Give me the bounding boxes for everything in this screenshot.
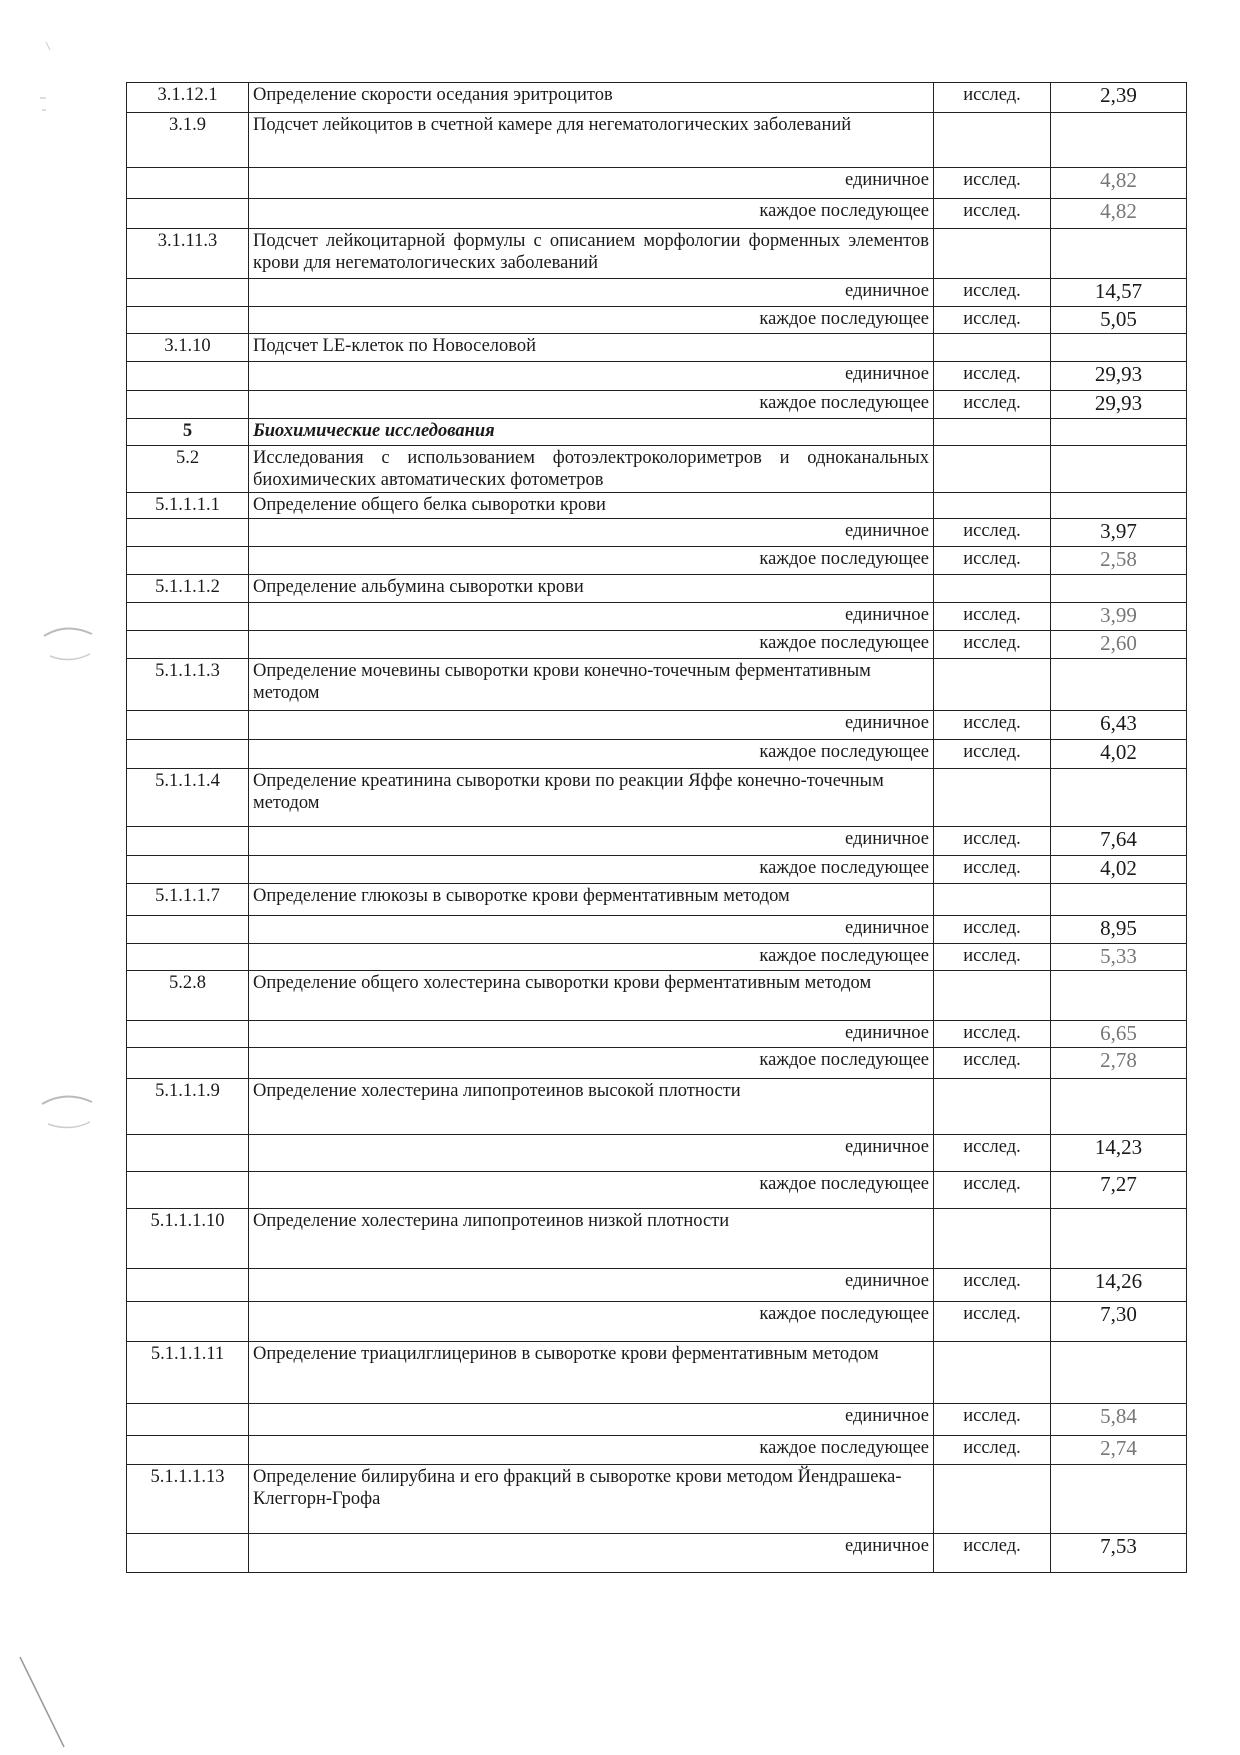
unit-cell: исслед.	[934, 362, 1051, 391]
price-value: 5,84	[1051, 1404, 1187, 1436]
price-value	[1051, 229, 1187, 279]
unit-cell: исслед.	[934, 199, 1051, 229]
price-variant-label: единичное	[249, 362, 934, 391]
price-variant-label: единичное	[249, 1135, 934, 1172]
service-name: Определение холестерина липопротеинов низкой плотности	[249, 1209, 934, 1269]
service-code-cell	[127, 1436, 249, 1465]
service-name: Определение холестерина липопротеинов высокой плотности	[249, 1079, 934, 1135]
price-variant-label: каждое последующее	[249, 1302, 934, 1342]
unit-cell	[934, 659, 1051, 711]
price-subrow	[127, 1436, 1187, 1465]
unit-cell: исслед.	[934, 1048, 1051, 1079]
price-value: 3,97	[1051, 519, 1187, 547]
price-variant-label: единичное	[249, 279, 934, 307]
price-value: 2,39	[1051, 83, 1187, 113]
unit-cell: исслед.	[934, 279, 1051, 307]
service-name: Определение скорости оседания эритроцитов	[249, 83, 934, 113]
price-value	[1051, 113, 1187, 168]
service-name: Определение триацилглицеринов в сыворотке крови ферментативным методом	[249, 1342, 934, 1404]
price-value: 2,74	[1051, 1436, 1187, 1465]
service-row	[127, 575, 1187, 603]
service-code-cell	[127, 944, 249, 971]
service-code-cell	[127, 603, 249, 631]
service-code: 5.2.8	[127, 971, 249, 1021]
price-value: 2,58	[1051, 547, 1187, 575]
price-value: 4,82	[1051, 199, 1187, 229]
price-value: 8,95	[1051, 916, 1187, 944]
service-name: Определение билирубина и его фракций в сыворотке крови методом Йендрашека-Клеггорн-Грофа	[249, 1465, 934, 1534]
unit-cell: исслед.	[934, 391, 1051, 419]
scan-speck	[30, 40, 60, 120]
price-subrow	[127, 856, 1187, 884]
price-value: 2,60	[1051, 631, 1187, 659]
unit-cell: исслед.	[934, 603, 1051, 631]
scan-edge-line	[18, 1655, 68, 1750]
price-variant-label: единичное	[249, 1269, 934, 1302]
service-row	[127, 1079, 1187, 1135]
unit-cell: исслед.	[934, 1302, 1051, 1342]
price-variant-label: каждое последующее	[249, 1048, 934, 1079]
service-name: Определение общего холестерина сыворотки крови ферментативным методом	[249, 971, 934, 1021]
price-value	[1051, 659, 1187, 711]
price-subrow	[127, 519, 1187, 547]
price-variant-label: единичное	[249, 711, 934, 740]
price-value: 3,99	[1051, 603, 1187, 631]
service-code-cell	[127, 307, 249, 334]
price-subrow	[127, 1135, 1187, 1172]
price-value	[1051, 575, 1187, 603]
service-code-cell	[127, 631, 249, 659]
price-variant-label: единичное	[249, 603, 934, 631]
service-row	[127, 113, 1187, 168]
price-value	[1051, 971, 1187, 1021]
price-subrow	[127, 307, 1187, 334]
price-subrow	[127, 916, 1187, 944]
price-variant-label: каждое последующее	[249, 944, 934, 971]
price-value	[1051, 493, 1187, 519]
service-code-cell	[127, 391, 249, 419]
service-name: Определение глюкозы в сыворотке крови ферментативным методом	[249, 884, 934, 916]
price-variant-label: каждое последующее	[249, 1436, 934, 1465]
unit-cell: исслед.	[934, 944, 1051, 971]
price-value	[1051, 1465, 1187, 1534]
service-code-cell	[127, 547, 249, 575]
service-name: Подсчет LE-клеток по Новоселовой	[249, 334, 934, 362]
price-variant-label: каждое последующее	[249, 856, 934, 884]
price-value	[1051, 334, 1187, 362]
price-value: 4,02	[1051, 740, 1187, 769]
service-code: 3.1.9	[127, 113, 249, 168]
unit-cell: исслед.	[934, 1135, 1051, 1172]
service-code: 3.1.11.3	[127, 229, 249, 279]
service-code-cell	[127, 519, 249, 547]
service-code: 5.2	[127, 446, 249, 493]
price-subrow	[127, 944, 1187, 971]
price-subrow	[127, 547, 1187, 575]
unit-cell	[934, 113, 1051, 168]
price-value	[1051, 419, 1187, 446]
price-value	[1051, 1209, 1187, 1269]
service-code-cell	[127, 199, 249, 229]
price-subrow	[127, 1172, 1187, 1209]
price-subrow	[127, 827, 1187, 856]
service-code-cell	[127, 1404, 249, 1436]
price-table-body	[127, 83, 1187, 1573]
price-table	[126, 82, 1187, 1573]
price-subrow	[127, 279, 1187, 307]
service-row	[127, 446, 1187, 493]
unit-cell	[934, 229, 1051, 279]
service-code: 5.1.1.1.13	[127, 1465, 249, 1534]
service-row	[127, 83, 1187, 113]
price-value: 4,02	[1051, 856, 1187, 884]
price-subrow	[127, 711, 1187, 740]
unit-cell: исслед.	[934, 711, 1051, 740]
price-value: 7,27	[1051, 1172, 1187, 1209]
service-name: Определение креатинина сыворотки крови по реакции Яффе конечно-точечным методом	[249, 769, 934, 827]
service-code: 5.1.1.1.11	[127, 1342, 249, 1404]
service-code: 5.1.1.1.4	[127, 769, 249, 827]
unit-cell	[934, 446, 1051, 493]
unit-cell	[934, 769, 1051, 827]
price-value: 6,65	[1051, 1021, 1187, 1048]
price-variant-label: каждое последующее	[249, 307, 934, 334]
price-variant-label: единичное	[249, 1404, 934, 1436]
price-subrow	[127, 740, 1187, 769]
price-value: 5,05	[1051, 307, 1187, 334]
price-value: 5,33	[1051, 944, 1187, 971]
service-code: 3.1.10	[127, 334, 249, 362]
service-row	[127, 1209, 1187, 1269]
price-subrow	[127, 1021, 1187, 1048]
service-code-cell	[127, 1534, 249, 1573]
price-value: 14,26	[1051, 1269, 1187, 1302]
price-variant-label: единичное	[249, 1021, 934, 1048]
unit-cell	[934, 971, 1051, 1021]
service-code-cell	[127, 1048, 249, 1079]
punch-hole-mark-top	[40, 620, 100, 670]
price-value: 4,82	[1051, 168, 1187, 199]
price-value	[1051, 769, 1187, 827]
price-variant-label: единичное	[249, 519, 934, 547]
service-code-cell	[127, 711, 249, 740]
service-code-cell	[127, 827, 249, 856]
price-variant-label: единичное	[249, 827, 934, 856]
service-code-cell	[127, 168, 249, 199]
service-name: Определение общего белка сыворотки крови	[249, 493, 934, 519]
price-subrow	[127, 362, 1187, 391]
service-code-cell	[127, 1172, 249, 1209]
service-code: 3.1.12.1	[127, 83, 249, 113]
price-value	[1051, 446, 1187, 493]
unit-cell: исслед.	[934, 168, 1051, 199]
price-subrow	[127, 1302, 1187, 1342]
unit-cell	[934, 334, 1051, 362]
service-row	[127, 659, 1187, 711]
price-subrow	[127, 1534, 1187, 1573]
price-value: 6,43	[1051, 711, 1187, 740]
unit-cell	[934, 419, 1051, 446]
price-variant-label: каждое последующее	[249, 740, 934, 769]
unit-cell	[934, 493, 1051, 519]
unit-cell: исслед.	[934, 1436, 1051, 1465]
unit-cell: исслед.	[934, 1404, 1051, 1436]
service-row	[127, 884, 1187, 916]
service-row	[127, 229, 1187, 279]
price-value: 2,78	[1051, 1048, 1187, 1079]
price-value: 29,93	[1051, 391, 1187, 419]
service-code: 5.1.1.1.10	[127, 1209, 249, 1269]
price-variant-label: каждое последующее	[249, 631, 934, 659]
service-row	[127, 769, 1187, 827]
service-code: 5.1.1.1.1	[127, 493, 249, 519]
unit-cell	[934, 575, 1051, 603]
price-variant-label: единичное	[249, 1534, 934, 1573]
price-variant-label: единичное	[249, 168, 934, 199]
price-subrow	[127, 1048, 1187, 1079]
price-subrow	[127, 1404, 1187, 1436]
service-code: 5.1.1.1.9	[127, 1079, 249, 1135]
price-variant-label: каждое последующее	[249, 1172, 934, 1209]
service-row	[127, 334, 1187, 362]
unit-cell: исслед.	[934, 740, 1051, 769]
price-value: 14,23	[1051, 1135, 1187, 1172]
unit-cell: исслед.	[934, 856, 1051, 884]
unit-cell	[934, 1209, 1051, 1269]
section-row	[127, 419, 1187, 446]
unit-cell: исслед.	[934, 1534, 1051, 1573]
unit-cell: исслед.	[934, 916, 1051, 944]
unit-cell	[934, 1342, 1051, 1404]
price-subrow	[127, 631, 1187, 659]
price-subrow	[127, 168, 1187, 199]
unit-cell: исслед.	[934, 547, 1051, 575]
service-row	[127, 971, 1187, 1021]
price-variant-label: каждое последующее	[249, 199, 934, 229]
section-title: Биохимические исследования	[249, 419, 934, 446]
price-value	[1051, 1079, 1187, 1135]
service-code-cell	[127, 1021, 249, 1048]
unit-cell: исслед.	[934, 827, 1051, 856]
service-code-cell	[127, 1302, 249, 1342]
price-value: 7,30	[1051, 1302, 1187, 1342]
service-code-cell	[127, 1135, 249, 1172]
section-code: 5	[127, 419, 249, 446]
service-code-cell	[127, 279, 249, 307]
unit-cell: исслед.	[934, 1172, 1051, 1209]
price-value	[1051, 884, 1187, 916]
service-row	[127, 1465, 1187, 1534]
punch-hole-mark-bottom	[38, 1090, 98, 1140]
price-value: 7,64	[1051, 827, 1187, 856]
unit-cell	[934, 1079, 1051, 1135]
unit-cell: исслед.	[934, 1269, 1051, 1302]
price-value	[1051, 1342, 1187, 1404]
price-variant-label: каждое последующее	[249, 391, 934, 419]
service-code-cell	[127, 856, 249, 884]
unit-cell: исслед.	[934, 631, 1051, 659]
unit-cell: исслед.	[934, 1021, 1051, 1048]
service-code: 5.1.1.1.3	[127, 659, 249, 711]
price-value: 7,53	[1051, 1534, 1187, 1573]
service-name: Определение мочевины сыворотки крови конечно-точечным ферментативным методом	[249, 659, 934, 711]
service-code: 5.1.1.1.2	[127, 575, 249, 603]
service-row	[127, 493, 1187, 519]
service-code-cell	[127, 362, 249, 391]
service-name: Подсчет лейкоцитарной формулы с описанием морфологии форменных элементов крови для негематологических заболеваний	[249, 229, 934, 279]
price-value: 29,93	[1051, 362, 1187, 391]
service-code-cell	[127, 916, 249, 944]
price-subrow	[127, 391, 1187, 419]
unit-cell: исслед.	[934, 307, 1051, 334]
service-code: 5.1.1.1.7	[127, 884, 249, 916]
service-row	[127, 1342, 1187, 1404]
price-subrow	[127, 603, 1187, 631]
unit-cell: исслед.	[934, 519, 1051, 547]
service-name: Определение альбумина сыворотки крови	[249, 575, 934, 603]
price-variant-label: каждое последующее	[249, 547, 934, 575]
service-name: Исследования с использованием фотоэлектроколориметров и одноканальных биохимических автоматических фотометров	[249, 446, 934, 493]
price-value: 14,57	[1051, 279, 1187, 307]
unit-cell: исслед.	[934, 83, 1051, 113]
service-code-cell	[127, 740, 249, 769]
unit-cell	[934, 1465, 1051, 1534]
service-name: Подсчет лейкоцитов в счетной камере для негематологических заболеваний	[249, 113, 934, 168]
service-code-cell	[127, 1269, 249, 1302]
price-subrow	[127, 1269, 1187, 1302]
price-subrow	[127, 199, 1187, 229]
unit-cell	[934, 884, 1051, 916]
price-variant-label: единичное	[249, 916, 934, 944]
